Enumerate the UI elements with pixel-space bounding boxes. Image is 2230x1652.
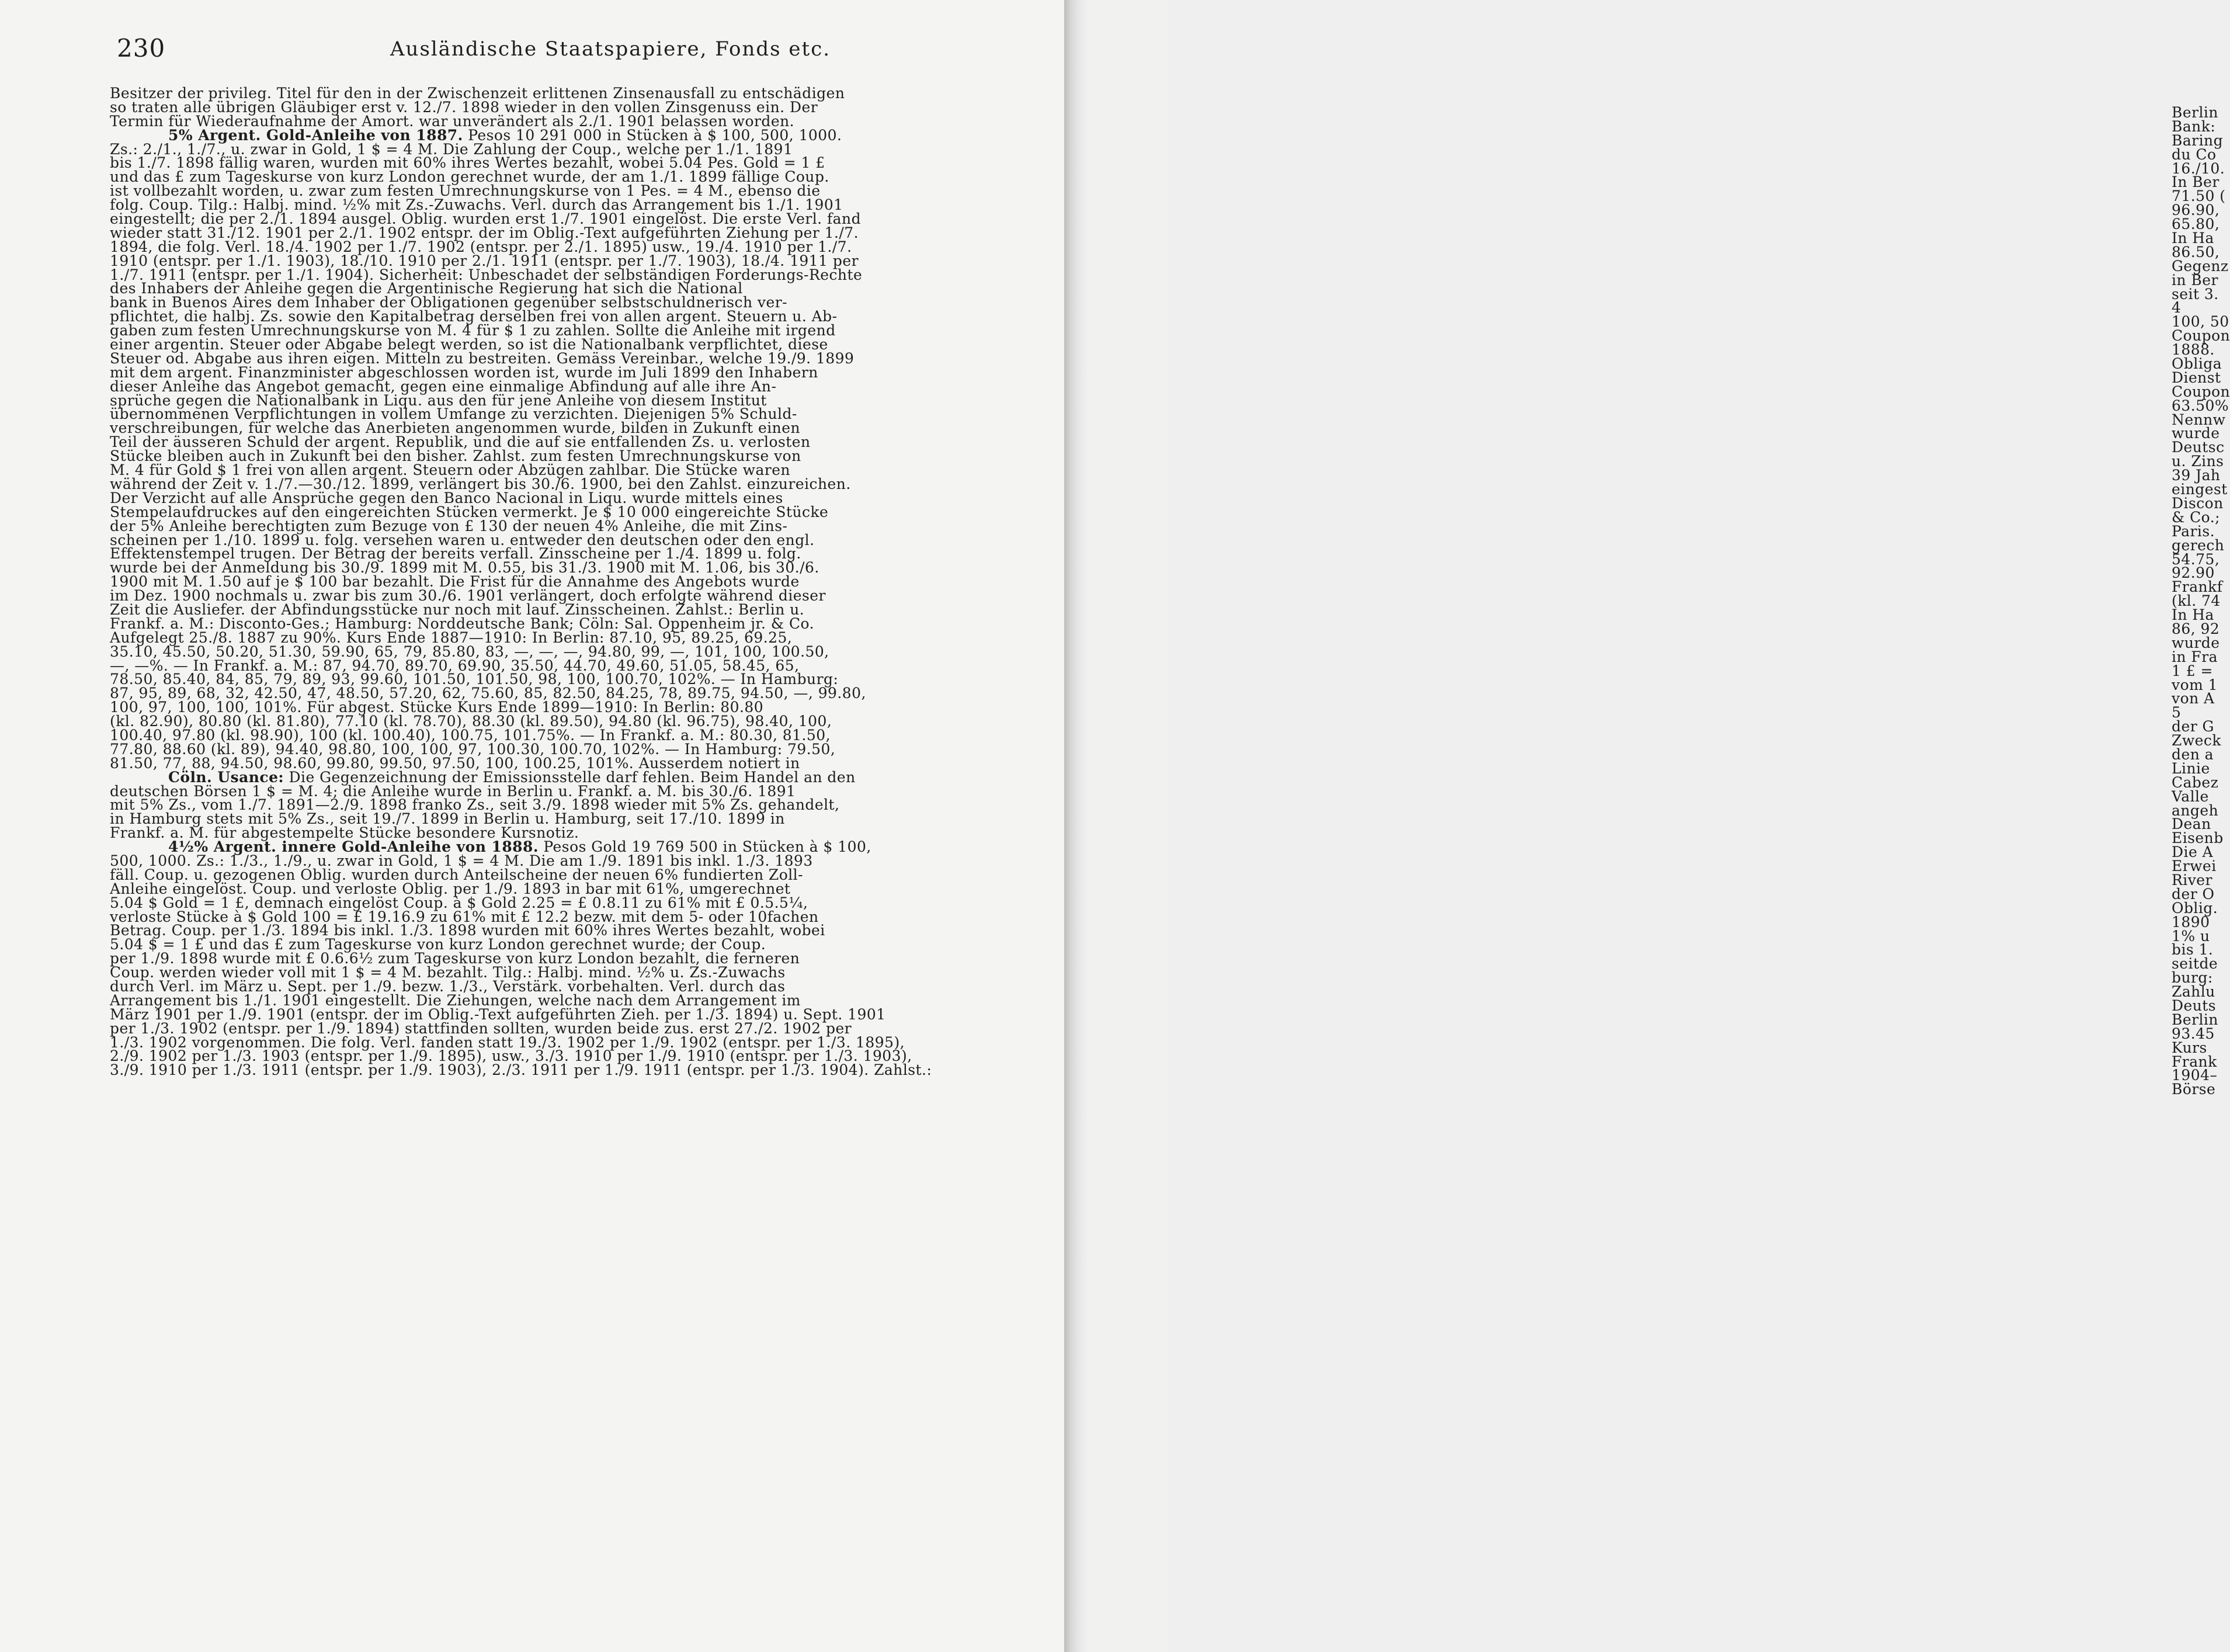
side-text-line: Valle	[2172, 787, 2209, 805]
line-text: 1900 mit M. 1.50 auf je $ 100 bar bezahlt. Die Frist für die Annahme des Angebots wurde	[110, 573, 800, 591]
side-text-line: Linie	[2172, 759, 2210, 777]
side-text-line: Coupon	[2172, 383, 2230, 400]
side-text-line: in Fra	[2172, 648, 2218, 665]
side-text-line: bis 1.	[2172, 941, 2214, 959]
side-text-line: Zahlu	[2172, 983, 2215, 1001]
line-text: wurde bei der Anmeldung bis 30./9. 1899 mit M. 0.55, bis 31./3. 1900 mit M. 1.06, bis 30./6.	[110, 559, 819, 577]
line-text: Teil der äusseren Schuld der argent. Republik, und die auf sie entfallenden Zs. u. verlosten	[110, 433, 811, 451]
side-text-line: 71.50 (	[2172, 188, 2226, 205]
line-text: 81.50, 77, 88, 94.50, 98.60, 99.80, 99.50, 97.50, 100, 100.25, 101%. Ausserdem notiert in	[110, 754, 800, 772]
line-text: einer argentin. Steuer oder Abgabe belegt werden, so ist die Nationalbank verpflichtet, diese	[110, 336, 828, 353]
line-text: in Hamburg stets mit 5% Zs., seit 19./7. 1899 in Berlin u. Hamburg, seit 17./10. 1899 in	[110, 810, 785, 828]
line-text: 100.40, 97.80 (kl. 98.90), 100 (kl. 100.40), 100.75, 101.75%. — In Frankf. a. M.: 80.30, 81.50,	[110, 726, 831, 744]
side-text-line: 1904–	[2172, 1067, 2218, 1084]
line-text: Termin für Wiederaufnahme der Amort. war unverändert als 2./1. 1901 belassen worden.	[110, 112, 795, 130]
side-text-line: der G	[2172, 718, 2214, 735]
line-text: wieder statt 31./12. 1901 per 2./1. 1902 entspr. der im Oblig.-Text aufgeführten Ziehung per 1./7.	[110, 224, 859, 241]
line-text: 2./9. 1902 per 1./3. 1903 (entspr. per 1./9. 1895), usw., 3./3. 1910 per 1./9. 1910 (entspr. per 1./3. 1903),	[110, 1047, 912, 1065]
side-text-line: 1888.	[2172, 341, 2215, 359]
side-text-line: burg:	[2172, 969, 2213, 987]
line-text: fäll. Coup. u. gezogenen Oblig. wurden durch Anteilscheine der neuen 6% fundierten Zoll-	[110, 866, 804, 883]
line-text: und das £ zum Tageskurse von kurz London gerechnet wurde, der am 1./1. 1899 fällige Coup.	[110, 168, 829, 186]
side-text-line: Berlin	[2172, 1011, 2218, 1028]
side-text-line: seitde	[2172, 955, 2218, 973]
side-text-line: von A	[2172, 690, 2215, 707]
line-text: 3./9. 1910 per 1./3. 1911 (entspr. per 1./9. 1903), 2./3. 1911 per 1./9. 1911 (entspr. per 1./3. 1904). Zahlst.:	[110, 1061, 932, 1079]
line-text: —, —%. — In Frankf. a. M.: 87, 94.70, 89.70, 69.90, 35.50, 44.70, 49.60, 51.05, 58.45, 65,	[110, 657, 800, 674]
line-text: bank in Buenos Aires dem Inhaber der Obligationen gegenüber selbstschuldnerisch ver-	[110, 294, 788, 311]
side-text-line: eingest	[2172, 481, 2228, 498]
line-text: ist vollbezahlt worden, u. zwar zum festen Umrechnungskurse von 1 Pes. = 4 M., ebenso die	[110, 182, 821, 200]
line-text: Betrag. Coup. per 1./3. 1894 bis inkl. 1./3. 1898 wurden mit 60% ihres Wertes bezahlt, wobei	[110, 922, 825, 939]
side-text-line: gerech	[2172, 536, 2225, 554]
side-text-line: 92.90	[2172, 564, 2215, 582]
line-text: übernommenen Verpflichtungen in vollem Umfange zu verzichten. Diejenigen 5% Schuld-	[110, 405, 797, 423]
line-text: Besitzer der privileg. Titel für den in der Zwischenzeit erlittenen Zinsenausfall zu entschädigen	[110, 85, 845, 102]
side-text-line: Paris.	[2172, 522, 2215, 540]
line-text: 100, 97, 100, 100, 101%. Für abgest. Stücke Kurs Ende 1899—1910: In Berlin: 80.80	[110, 699, 764, 716]
line-text: mit 5% Zs., vom 1./7. 1891—2./9. 1898 franko Zs., seit 3./9. 1898 wieder mit 5% Zs. gehandelt,	[110, 796, 840, 814]
line-text: des Inhabers der Anleihe gegen die Argentinische Regierung hat sich die National	[110, 280, 743, 297]
side-text-line: Nennw	[2172, 411, 2226, 428]
side-text-line: Zweck	[2172, 732, 2221, 749]
side-text-line: in Ber	[2172, 271, 2218, 289]
line-text: per 1./9. 1898 wurde mit £ 0.6.6½ zum Tageskurse von kurz London bezahlt, die ferneren	[110, 950, 800, 967]
line-text: 87, 95, 89, 68, 32, 42.50, 47, 48.50, 57.20, 62, 75.60, 85, 82.50, 84.25, 78, 89.75, 94.50, —, 99.80,	[110, 685, 866, 702]
line-text: während der Zeit v. 1./7.—30./12. 1899, verlängert bis 30./6. 1900, bei den Zahlst. einzureichen.	[110, 475, 851, 492]
line-text: im Dez. 1900 nochmals u. zwar bis zum 30./6. 1901 verlängert, doch erfolgte während dieser	[110, 587, 826, 605]
running-head: Ausländische Staatspapiere, Fonds etc.	[390, 37, 831, 61]
line-text: Zeit die Ausliefer. der Abfindungsstücke nur noch mit lauf. Zinsscheinen. Zahlst.: Berlin u.	[110, 601, 805, 618]
side-text-line: 1890	[2172, 913, 2210, 931]
side-text-line: du Co	[2172, 145, 2217, 163]
line-text: verloste Stücke à $ Gold 100 = £ 19.16.9 zu 61% mit £ 12.2 bezw. mit dem 5- oder 10fachen	[110, 908, 819, 925]
side-text-line: Dean	[2172, 815, 2211, 833]
line-text: Stempelaufdruckes auf den eingereichten Stücken vermerkt. Je $ 10 000 eingereichte Stücke	[110, 503, 829, 520]
line-text: eingestellt; die per 2./1. 1894 ausgel. Oblig. wurden erst 1./7. 1901 eingelöst. Die erste Verl. fand	[110, 210, 862, 228]
line-text: 500, 1000. Zs.: 1./3., 1./9., u. zwar in Gold, 1 $ = 4 M. Die am 1./9. 1891 bis inkl. 1./3. 1893	[110, 852, 813, 869]
line-text: der 5% Anleihe berechtigten zum Bezuge von £ 130 der neuen 4% Anleihe, die mit Zins-	[110, 517, 788, 535]
text-line	[110, 1063, 1147, 1077]
side-text-line: (kl. 74	[2172, 592, 2221, 610]
side-text-line: Berlin	[2172, 104, 2218, 121]
side-text-line: Frankf	[2172, 578, 2223, 596]
book-page	[0, 0, 1069, 1652]
side-text-line: 93.45	[2172, 1025, 2215, 1042]
side-text-line: & Co.;	[2172, 508, 2221, 526]
side-text-line: 86, 92	[2172, 620, 2220, 637]
book-gutter-shadow	[1064, 0, 1088, 1652]
line-text: Coup. werden wieder voll mit 1 $ = 4 M. bezahlt. Tilg.: Halbj. mind. ½% u. Zs.-Zuwachs	[110, 964, 786, 981]
line-text: gaben zum festen Umrechnungskurse von M. 4 für $ 1 zu zahlen. Sollte die Anleihe mit irgend	[110, 322, 836, 339]
line-text: Anleihe eingelöst. Coup. und verloste Oblig. per 1./9. 1893 in bar mit 61%, umgerechnet	[110, 880, 791, 897]
side-text-line: Coupon	[2172, 327, 2230, 345]
line-text: 5.04 $ = 1 £ und das £ zum Tageskurse von kurz London gerechnet wurde; der Coup.	[110, 936, 766, 953]
line-text: scheinen per 1./10. 1899 u. folg. versehen waren u. entweder den deutschen oder den engl.	[110, 531, 815, 549]
line-text: 1894, die folg. Verl. 18./4. 1902 per 1./7. 1902 (entspr. per 2./1. 1895) usw., 19./4. 1910 per 1./7.	[110, 238, 852, 255]
line-text: verschreibungen, für welche das Anerbieten angenommen wurde, bilden in Zukunft einen	[110, 419, 800, 437]
line-text: 5.04 $ Gold = 1 £, demnach eingelöst Coup. à $ Gold 2.25 = £ 0.8.11 zu 61% mit £ 0.5.5¼,	[110, 894, 808, 911]
line-text: folg. Coup. Tilg.: Halbj. mind. ½% mit Zs.-Zuwachs. Verl. durch das Arrangement bis 1./1. 1901	[110, 196, 843, 214]
line-text: März 1901 per 1./9. 1901 (entspr. der im Oblig.-Text aufgeführten Zieh. per 1./3. 1894) u. Sept. 1901	[110, 1005, 886, 1023]
side-text-line: 1% u	[2172, 927, 2210, 945]
side-text-line: 4	[2172, 299, 2182, 317]
side-text-line: Börse	[2172, 1081, 2216, 1098]
line-text: Effektenstempel trugen. Der Betrag der bereits verfall. Zinsscheine per 1./4. 1899 u. folg.	[110, 545, 801, 563]
line-text: Der Verzicht auf alle Ansprüche gegen den Banco Nacional in Liqu. wurde mittels eines	[110, 489, 783, 506]
side-text-line: 39 Jah	[2172, 467, 2221, 484]
page-number: 230	[117, 34, 166, 63]
line-text: deutschen Börsen 1 $ = M. 4; die Anleihe wurde in Berlin u. Frankf. a. M. bis 30./6. 1891	[110, 782, 796, 800]
line-text: Zs.: 2./1., 1./7., u. zwar in Gold, 1 $ = 4 M. Die Zahlung der Coup., welche per 1./1. 1891	[110, 140, 793, 158]
side-text-line: In Ha	[2172, 230, 2214, 247]
line-text: 1./3. 1902 vorgenommen. Die folg. Verl. fanden statt 19./3. 1902 per 1./9. 1902 (entspr. per 1./3. 1895),	[110, 1033, 905, 1051]
line-text: mit dem argent. Finanzminister abgeschlossen worden ist, wurde im Juli 1899 den Inhabern	[110, 363, 818, 381]
side-text-line: In Ber	[2172, 173, 2219, 191]
side-text-line: 1 £ =	[2172, 662, 2213, 679]
side-text-line: River	[2172, 871, 2212, 889]
side-text-line: Obliga	[2172, 355, 2222, 373]
line-text: Aufgelegt 25./8. 1887 zu 90%. Kurs Ende 1887—1910: In Berlin: 87.10, 95, 89.25, 69.25,	[110, 629, 793, 646]
section-heading: Cöln. Usance:	[168, 768, 284, 786]
side-text-line: Oblig.	[2172, 899, 2218, 917]
line-text: sprüche gegen die Nationalbank in Liqu. aus den für jene Anleihe von diesem Institut	[110, 391, 767, 409]
side-text-line: 63.50%	[2172, 397, 2229, 414]
section-heading: 4½% Argent. innere Gold-Anleihe von 1888.	[168, 838, 539, 856]
line-text: Frankf. a. M. für abgestempelte Stücke besondere Kursnotiz.	[110, 824, 579, 842]
main-text-column	[110, 86, 1147, 1077]
side-text-line: wurde	[2172, 634, 2220, 651]
side-text-line: 65.80,	[2172, 216, 2220, 233]
side-text-line: wurde	[2172, 425, 2220, 442]
side-text-line: Die A	[2172, 844, 2214, 861]
side-text-line: 86.50,	[2172, 243, 2220, 261]
line-text: Stücke bleiben auch in Zukunft bei den bisher. Zahlst. zum festen Umrechnungskurse von	[110, 447, 801, 465]
side-text-line: der O	[2172, 885, 2215, 903]
side-text-line: seit 3.	[2172, 285, 2219, 303]
line-text: 78.50, 85.40, 84, 85, 79, 89, 93, 99.60, 101.50, 101.50, 98, 100, 100.70, 102%. — In Hamburg:	[110, 671, 839, 688]
line-text: Frankf. a. M.: Disconto-Ges.; Hamburg: Norddeutsche Bank; Cöln: Sal. Oppenheim jr. & Co.	[110, 615, 814, 632]
line-text: 77.80, 88.60 (kl. 89), 94.40, 98.80, 100, 100, 97, 100.30, 100.70, 102%. — In Hamburg: 79.50,	[110, 740, 836, 758]
line-text: 1./7. 1911 (entspr. per 1./1. 1904). Sicherheit: Unbeschadet der selbständigen Forderungs-Rechte	[110, 266, 863, 283]
side-text-line: u. Zins	[2172, 453, 2224, 470]
line-text: M. 4 für Gold $ 1 frei von allen argent. Steuern oder Abzügen zahlbar. Die Stücke waren	[110, 461, 791, 479]
line-text: pflichtet, die halbj. Zs. sowie den Kapitalbetrag derselben frei von allen argent. Steuern u. Ab-	[110, 308, 838, 325]
side-text-line: den a	[2172, 745, 2214, 763]
side-text-line: 100, 50	[2172, 313, 2229, 331]
side-text-line: Gegenz	[2172, 257, 2229, 275]
side-text-line: Cabez	[2172, 773, 2219, 791]
line-text: (kl. 82.90), 80.80 (kl. 81.80), 77.10 (kl. 78.70), 88.30 (kl. 89.50), 94.80 (kl. 96.75), 98.40, 100,	[110, 713, 832, 730]
side-text-line: Discon	[2172, 494, 2224, 512]
line-text: per 1./3. 1902 (entspr. per 1./9. 1894) stattfinden sollten, wurden beide zus. erst 27./2. 1902 per	[110, 1019, 852, 1037]
line-text: 35.10, 45.50, 50.20, 51.30, 59.90, 65, 79, 85.80, 83, —, —, —, 94.80, 99, —, 101, 100, 100.50,	[110, 643, 829, 660]
line-text: bis 1./7. 1898 fällig waren, wurden mit 60% ihres Wertes bezahlt, wobei 5.04 Pes. Gold = 1 £	[110, 154, 825, 172]
side-text-line: Dienst	[2172, 369, 2221, 386]
side-text-line: angeh	[2172, 801, 2219, 819]
side-text-line: Erwei	[2172, 858, 2217, 875]
side-text-line: Bank:	[2172, 117, 2216, 135]
side-text-line: vom 1	[2172, 676, 2218, 693]
line-text: Pesos Gold 19 769 500 in Stücken à $ 100,	[539, 838, 871, 856]
side-text-line: 5	[2172, 704, 2182, 721]
side-text-line: Deutsc	[2172, 439, 2225, 456]
side-text-line: In Ha	[2172, 606, 2214, 624]
section-heading: 5% Argent. Gold-Anleihe von 1887.	[168, 126, 463, 144]
adjacent-page-text	[2172, 106, 2230, 1096]
line-text: Die Gegenzeichnung der Emissionsstelle darf fehlen. Beim Handel an den	[284, 768, 856, 786]
line-text: Pesos 10 291 000 in Stücken à $ 100, 500, 1000.	[463, 126, 842, 144]
line-text: so traten alle übrigen Gläubiger erst v. 12./7. 1898 wieder in den vollen Zinsgenuss ein. Der	[110, 98, 818, 116]
side-text-line: Eisenb	[2172, 830, 2224, 847]
line-text: dieser Anleihe das Angebot gemacht, gegen eine einmalige Abfindung auf alle ihre An-	[110, 377, 777, 395]
side-text-line: Deuts	[2172, 997, 2217, 1014]
side-text-line: Baring	[2172, 131, 2224, 149]
line-text: 1910 (entspr. per 1./1. 1903), 18./10. 1910 per 2./1. 1911 (entspr. per 1./7. 1903), 18./4. 1911 per	[110, 252, 859, 269]
side-text-line: 16./10.	[2172, 159, 2225, 177]
side-text-line: Kurs	[2172, 1039, 2207, 1056]
line-text: Steuer od. Abgabe aus ihren eigen. Mitteln zu bestreiten. Gemäss Vereinbar., welche 19./9. 1899	[110, 349, 855, 367]
line-text: Arrangement bis 1./1. 1901 eingestellt. Die Ziehungen, welche nach dem Arrangement im	[110, 991, 801, 1009]
side-text-line: Frank	[2172, 1053, 2217, 1070]
side-text-line: 96.90,	[2172, 202, 2220, 219]
side-text-line: 54.75,	[2172, 550, 2220, 568]
line-text: durch Verl. im März u. Sept. per 1./9. bezw. 1./3., Verstärk. vorbehalten. Verl. durch das	[110, 978, 786, 995]
